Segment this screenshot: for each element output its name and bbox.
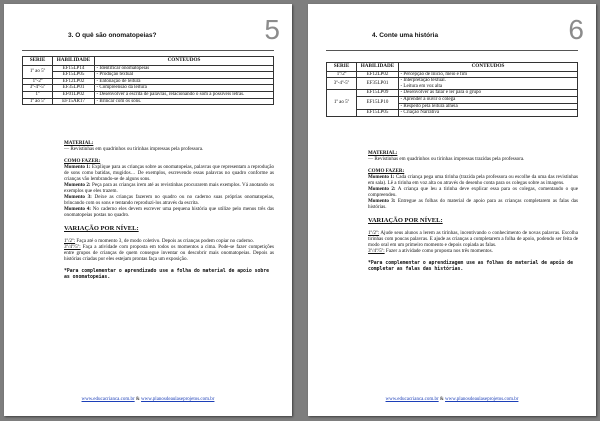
como-fazer-heading: COMO FAZER: [64, 158, 101, 164]
page-6 [308, 4, 596, 416]
col-header-conteudos: CONTEUDOS [95, 57, 274, 66]
moment-label: Momento 3: [368, 198, 396, 204]
col-header-habilidade: HABILIDADE [53, 57, 95, 66]
material-text: — Revistinhas em quadrinhos ou tirinhas impressas pela professora. [64, 146, 204, 152]
variacao-heading: VARIAÇÃO POR NÍVEL: [64, 225, 139, 232]
page-number: 5 [264, 14, 280, 45]
table-row [23, 78, 274, 85]
title-rule [22, 50, 274, 51]
material-text: — Revistinhas em quadrinhos ou tirinhas impressas trazidas pela professora. [368, 156, 525, 162]
footer-link-educacrianca[interactable]: www.educacrianca.com.br [385, 397, 439, 402]
moment-label: Momento 1: [64, 164, 91, 170]
activity-body [368, 150, 578, 273]
moment-paragraph [368, 174, 578, 186]
cell-conteudo: - Desenvolver a escrita de palavras, relacionando o som a possíveis letras. [95, 91, 274, 98]
cell-habilidade: EF15LP14 [53, 65, 95, 72]
activity-body [64, 140, 274, 281]
level-text: Fazer a atividade como proposta nos três momentos. [385, 248, 493, 254]
material-heading: MATERIAL: [64, 140, 94, 146]
skills-table [22, 56, 274, 105]
cell-habilidade: EF15LP09 [357, 90, 399, 97]
cell-serie: 1º ao 5º [23, 65, 53, 78]
cell-conteudo: - Produção textual [95, 72, 274, 79]
level-paragraph [368, 230, 578, 248]
cell-serie: 3º-4º-5º [23, 85, 53, 92]
moment-text: A criança que leu a tirinha deve explicar essa para os colegas, comentando o que compreendeu. [368, 186, 578, 198]
table-row [23, 98, 274, 105]
section-title: 4. Conte uma história [372, 32, 439, 39]
moment-label: Momento 3: [64, 194, 92, 200]
footer-link-planos[interactable]: www.planosdeaulaseprojetos.com.br [141, 397, 215, 402]
cell-conteudo: - Brincar com os sons. [95, 98, 274, 105]
skills-table [326, 62, 578, 117]
moment-label: Momento 1: [368, 174, 395, 180]
footer-link-planos[interactable]: www.planosdeaulaseprojetos.com.br [445, 397, 519, 402]
cell-serie: 1º-2º [23, 78, 53, 85]
table-header-row [23, 57, 274, 66]
cell-conteudo: - Respeito pela leitura alheia [399, 103, 578, 110]
cell-serie: 3º-4º-5º [327, 78, 357, 90]
level-paragraph [368, 248, 578, 254]
cell-serie: 1º [23, 91, 53, 98]
table-row [327, 71, 578, 78]
cell-conteudo: - Desenvolver as falar e ler para o grupo [399, 90, 578, 97]
moment-text: Deixe as crianças fazerem no quadro ou no caderno suas próprias onomatopeias, brincando com os sons e tentando reproduzi-los através da escrita. [64, 194, 275, 206]
footer [308, 397, 596, 402]
table-header-row [327, 63, 578, 72]
moment-label: Momento 2: [64, 182, 91, 188]
moment-label: Momento 4: [64, 206, 91, 212]
footer-separator: & [134, 397, 142, 402]
cell-conteudo: - Identificar onomatopeias [95, 65, 274, 72]
col-header-serie: SERIE [327, 63, 357, 72]
cell-habilidade: EF15LP05 [357, 110, 399, 117]
moment-paragraph [368, 186, 578, 198]
cell-habilidade: EF15AR17 [53, 98, 95, 105]
moment-label: Momento 2: [368, 186, 396, 192]
cell-habilidade: EF15LP10 [357, 96, 399, 109]
moment-text: Peça para as crianças irem até as revistinhas procurarem mais exemplos. Vá anotando os exemplos que eles trazem. [64, 182, 274, 194]
cell-conteudo: - Entonação de leitura [95, 78, 274, 85]
moment-paragraph [64, 206, 274, 218]
table-row [23, 65, 274, 72]
level-label: 1º/2º: [64, 238, 76, 244]
moment-paragraph [64, 182, 274, 194]
cell-conteudo: - Percepção de Início, meio e fim [399, 71, 578, 78]
footer-link-educacrianca[interactable]: www.educacrianca.com.br [81, 397, 135, 402]
page-5 [4, 4, 292, 416]
cell-serie: 1º ao 5º [23, 98, 53, 105]
level-text: Faça até o momento 3, de modo coletivo. Depois as crianças podem copiar no caderno. [76, 238, 254, 244]
cell-conteudo: - Compreensão da leitura [95, 85, 274, 92]
complement-note: *Para complementar o aprendizado use a folha do material de apoio sobre as onomatopeias. [64, 269, 270, 280]
como-fazer-heading: COMO FAZER: [368, 168, 405, 174]
moment-text: Cada criança pega uma tirinha (trazida pela professora ou escolhe da uma das revistinhas em sala). Lê a tirinha em voz alta ou através do desenho conta para os colegas sobre as imagens. [368, 174, 578, 186]
table-row [327, 78, 578, 90]
cell-habilidade: EF12LP02 [53, 78, 95, 85]
cell-serie: 1º ao 5º [327, 90, 357, 116]
level-label: 1º/2º: [368, 230, 380, 236]
title-rule [326, 50, 578, 51]
moment-paragraph [368, 198, 578, 210]
content-line: - Leitura em voz alta [400, 83, 443, 89]
table-row [23, 91, 274, 98]
variacao-heading: VARIAÇÃO POR NÍVEL: [368, 217, 443, 224]
table-row [327, 110, 578, 117]
footer-separator: & [438, 397, 446, 402]
cell-habilidade: EF01LP02 [53, 91, 95, 98]
moment-text: No caderno eles devem escrever uma pequena história que utilize pelo menos três das onomatopeias postas no quadro. [64, 206, 274, 218]
col-header-conteudos: CONTEUDOS [399, 63, 578, 72]
cell-conteudo: - Aprender a ouvir o colega [399, 96, 578, 103]
material-heading: MATERIAL: [368, 150, 398, 156]
cell-serie: 1º/2º [327, 71, 357, 78]
section-title: 3. O quê são onomatopeias? [68, 32, 157, 39]
cell-habilidade: EF15LP05 [53, 72, 95, 79]
col-header-habilidade: HABILIDADE [357, 63, 399, 72]
level-label: 3º/4º/5º: [368, 248, 385, 254]
cell-conteudo [399, 78, 578, 90]
cell-habilidade: EF12LP02 [357, 71, 399, 78]
moment-text: Explique para as crianças sobre as onomatopeias, palavras que representam a reprodução de sons como batidas, mugidos… De exemplos, escrevendo essas palavras no quadro conforme as crianças vão lembrando-se de alguns sons. [64, 164, 274, 182]
table-row [327, 96, 578, 103]
moment-paragraph [64, 164, 274, 182]
level-text: Faça a atividade com proposta em todos os momentos a cima. Pode-se fazer competições entre grupos de crianças de quem consegue inventar ou descobrir mais onomatopeias. Depois as histórias criadas por eles estejam prontas faça um exposição. [64, 244, 274, 262]
table-row [23, 72, 274, 79]
cell-habilidade: EF35LP01 [357, 78, 399, 90]
cell-habilidade: EF35LP01 [53, 85, 95, 92]
moment-text: Entregue as folhas do material de apoio para as crianças completarem as falas das histórias. [368, 198, 578, 210]
level-text: Ajude seus alunos a lerem as tirinhas, incentivando o conhecimento de novas palavras. Escolha tirinhas com poucas palavras. E ajude as crianças a completarem a folha de apoio, podendo ser feita de modo oral em um primeiro momento e depois copiada as falas. [368, 230, 578, 248]
footer [4, 397, 292, 402]
level-label: 3º/4º/5º: [64, 244, 81, 250]
col-header-serie: SERIE [23, 57, 53, 66]
table-row [23, 85, 274, 92]
content-line: - Interpretação textual. [400, 78, 446, 84]
moment-paragraph [64, 194, 274, 206]
cell-conteudo: - Criação Narrativa [399, 110, 578, 117]
page-number: 6 [568, 14, 584, 45]
complement-note: *Para complementar o aprendizagem use as folhas do material de apoio de completar as falas das histórias. [368, 261, 574, 272]
level-paragraph [64, 244, 274, 262]
table-row [327, 90, 578, 97]
